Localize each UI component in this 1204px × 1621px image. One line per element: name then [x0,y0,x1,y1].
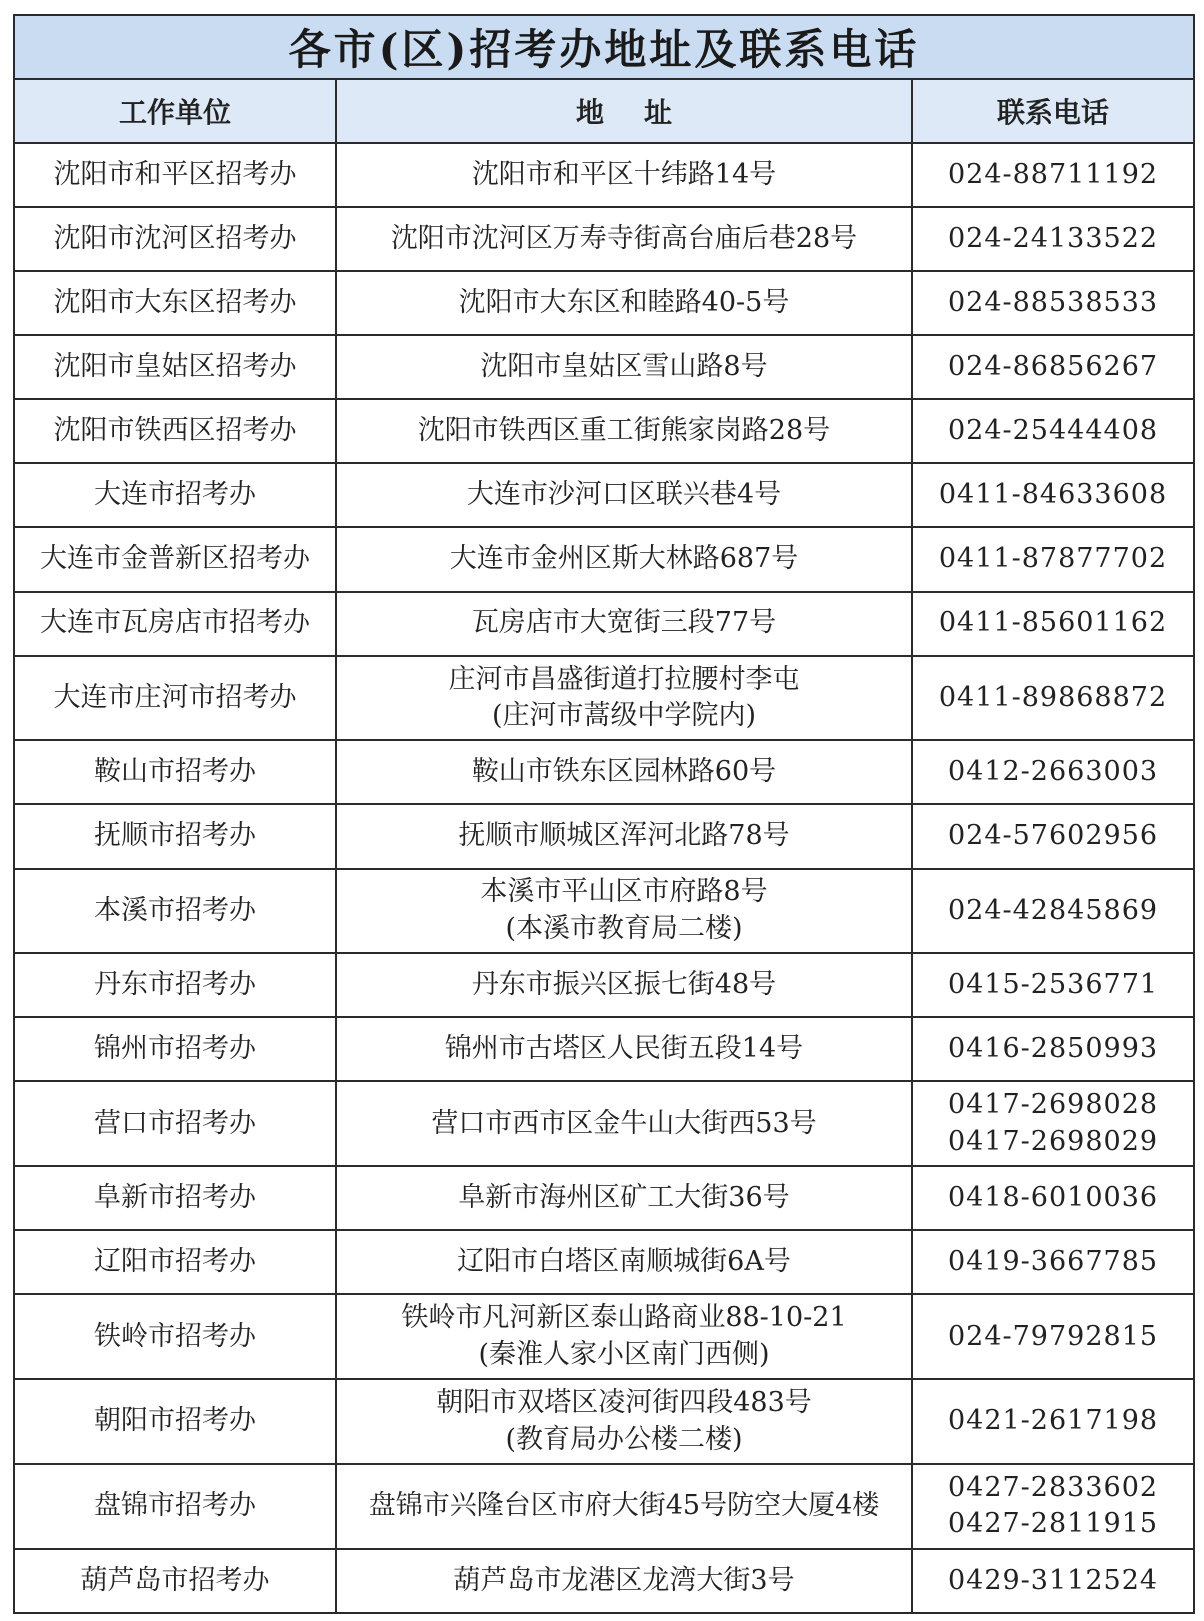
unit-cell: 葫芦岛市招考办 [14,1549,336,1613]
unit-cell: 鞍山市招考办 [14,740,336,804]
title-row [14,15,1194,79]
phone-number: 0429-3112524 [947,1564,1159,1596]
phone-number: 024-42845869 [947,894,1159,926]
phone-number: 0411-85601162 [938,607,1168,639]
phone-cell [912,1294,1194,1379]
address-line: 朝阳市双塔区凌河街四段483号 [436,1387,812,1419]
table-row [14,271,1194,335]
address-line: 大连市沙河口区联兴巷4号 [466,479,782,511]
address-line: 葫芦岛市龙港区龙湾大街3号 [453,1564,795,1596]
phone-number: 0416-2850993 [947,1033,1159,1065]
phone-number: 0417-2698028 [947,1089,1159,1121]
unit-cell: 沈阳市沈河区招考办 [14,207,336,271]
unit-cell: 铁岭市招考办 [14,1294,336,1379]
address-line: 沈阳市和平区十纬路14号 [471,158,777,190]
address-line: 抚顺市顺城区浑河北路78号 [458,820,790,852]
address-line: 鞍山市铁东区园林路60号 [471,756,777,788]
table-row [14,1166,1194,1230]
phone-cell [912,1230,1194,1294]
address-cell [336,335,912,399]
phone-cell [912,399,1194,463]
address-line: 锦州市古塔区人民街五段14号 [444,1033,804,1065]
address-line: 阜新市海州区矿工大街36号 [458,1182,790,1214]
table-row [14,1464,1194,1549]
address-line: (庄河市蒿级中学院内) [491,700,757,731]
unit-cell: 朝阳市招考办 [14,1379,336,1464]
table-row [14,399,1194,463]
unit-cell: 抚顺市招考办 [14,804,336,868]
address-line: (本溪市教育局二楼) [505,912,743,944]
phone-cell [912,527,1194,591]
phone-cell [912,463,1194,527]
table-row [14,740,1194,804]
address-cell [336,1230,912,1294]
address-cell [336,1464,912,1549]
phone-number: 0411-89868872 [938,681,1168,713]
phone-number: 0419-3667785 [947,1246,1159,1278]
unit-cell: 丹东市招考办 [14,953,336,1017]
address-cell [336,463,912,527]
address-cell [336,804,912,868]
address-cell [336,869,912,954]
address-cell [336,953,912,1017]
unit-cell: 本溪市招考办 [14,869,336,954]
phone-cell [912,1464,1194,1549]
address-line: 营口市西市区金牛山大街西53号 [431,1107,817,1139]
address-line: 辽阳市白塔区南顺城街6A号 [457,1246,791,1278]
phone-number: 0415-2536771 [947,969,1159,1001]
unit-cell: 大连市庄河市招考办 [14,656,336,741]
address-line: 沈阳市皇姑区雪山路8号 [480,351,768,383]
table-row [14,1379,1194,1464]
phone-cell [912,953,1194,1017]
phone-cell [912,1166,1194,1230]
address-line: 沈阳市沈河区万寿寺街高台庙后巷28号 [390,222,858,254]
table-row [14,869,1194,954]
header-row [14,79,1194,143]
table-row [14,953,1194,1017]
phone-cell [912,656,1194,741]
address-line: 沈阳市大东区和睦路40-5号 [458,286,790,318]
unit-cell: 沈阳市铁西区招考办 [14,399,336,463]
table-row [14,527,1194,591]
phone-cell [912,740,1194,804]
phone-cell [912,207,1194,271]
table-row [14,1549,1194,1613]
table-row [14,656,1194,741]
address-line: 铁岭市凡河新区泰山路商业88-10-21 [401,1302,847,1334]
phone-number: 0418-6010036 [947,1182,1159,1214]
column-header-address: 地址 [336,79,912,143]
unit-cell: 阜新市招考办 [14,1166,336,1230]
address-cell [336,527,912,591]
table-row [14,1294,1194,1379]
table-title: 各市(区)招考办地址及联系电话 [14,15,1194,79]
address-cell [336,592,912,656]
phone-cell [912,1379,1194,1464]
phone-cell [912,271,1194,335]
contact-table [13,14,1195,1614]
unit-cell: 沈阳市和平区招考办 [14,143,336,207]
unit-cell: 沈阳市大东区招考办 [14,271,336,335]
address-cell [336,1017,912,1081]
table-row [14,804,1194,868]
address-cell [336,271,912,335]
table-row [14,1081,1194,1166]
unit-cell: 辽阳市招考办 [14,1230,336,1294]
phone-number: 024-57602956 [947,820,1159,852]
address-line: 沈阳市铁西区重工街熊家岗路28号 [417,415,831,447]
phone-number: 0427-2833602 [947,1471,1159,1503]
table-row [14,143,1194,207]
table-row [14,207,1194,271]
phone-number: 024-88711192 [947,158,1159,190]
table-row [14,463,1194,527]
phone-cell [912,1549,1194,1613]
address-cell [336,1294,912,1379]
table-row [14,1017,1194,1081]
address-cell [336,1081,912,1166]
phone-cell [912,143,1194,207]
phone-number: 024-86856267 [947,351,1159,383]
phone-number: 0421-2617198 [947,1405,1159,1437]
phone-cell [912,804,1194,868]
table-row [14,592,1194,656]
address-cell [336,207,912,271]
address-line: 盘锦市兴隆台区市府大街45号防空大厦4楼 [368,1490,880,1522]
address-cell [336,399,912,463]
unit-cell: 锦州市招考办 [14,1017,336,1081]
phone-cell [912,869,1194,954]
unit-cell: 大连市瓦房店市招考办 [14,592,336,656]
phone-number: 024-79792815 [947,1320,1159,1352]
unit-cell: 营口市招考办 [14,1081,336,1166]
phone-number: 0412-2663003 [947,756,1159,788]
phone-number: 024-25444408 [947,415,1159,447]
phone-cell [912,1017,1194,1081]
table-body [14,143,1194,1613]
phone-number: 024-24133522 [947,222,1159,254]
column-header-phone: 联系电话 [912,79,1194,143]
address-line: 本溪市平山区市府路8号 [480,876,768,908]
phone-number: 0411-87877702 [938,543,1168,575]
address-cell [336,1549,912,1613]
address-cell [336,143,912,207]
table-row [14,335,1194,399]
phone-number: 024-88538533 [947,286,1159,318]
phone-cell [912,592,1194,656]
unit-cell: 大连市金普新区招考办 [14,527,336,591]
address-line: 瓦房店市大宽街三段77号 [471,607,777,639]
unit-cell: 沈阳市皇姑区招考办 [14,335,336,399]
address-line: 大连市金州区斯大林路687号 [449,543,799,575]
contact-table-sheet [13,14,1193,1614]
phone-number: 0411-84633608 [938,479,1168,511]
table-row [14,1230,1194,1294]
phone-number: 0417-2698029 [947,1125,1159,1157]
phone-cell [912,1081,1194,1166]
unit-cell: 大连市招考办 [14,463,336,527]
column-header-unit: 工作单位 [14,79,336,143]
address-line: (秦淮人家小区南门西侧) [478,1338,770,1370]
unit-cell: 盘锦市招考办 [14,1464,336,1549]
address-line: 丹东市振兴区振七街48号 [471,969,777,1001]
address-line: (教育局办公楼二楼) [505,1423,743,1455]
address-cell [336,740,912,804]
phone-cell [912,335,1194,399]
address-cell [336,656,912,741]
address-cell [336,1166,912,1230]
address-line: 庄河市昌盛街道打拉腰村李屯 [448,663,800,695]
phone-number: 0427-2811915 [947,1508,1159,1540]
address-cell [336,1379,912,1464]
